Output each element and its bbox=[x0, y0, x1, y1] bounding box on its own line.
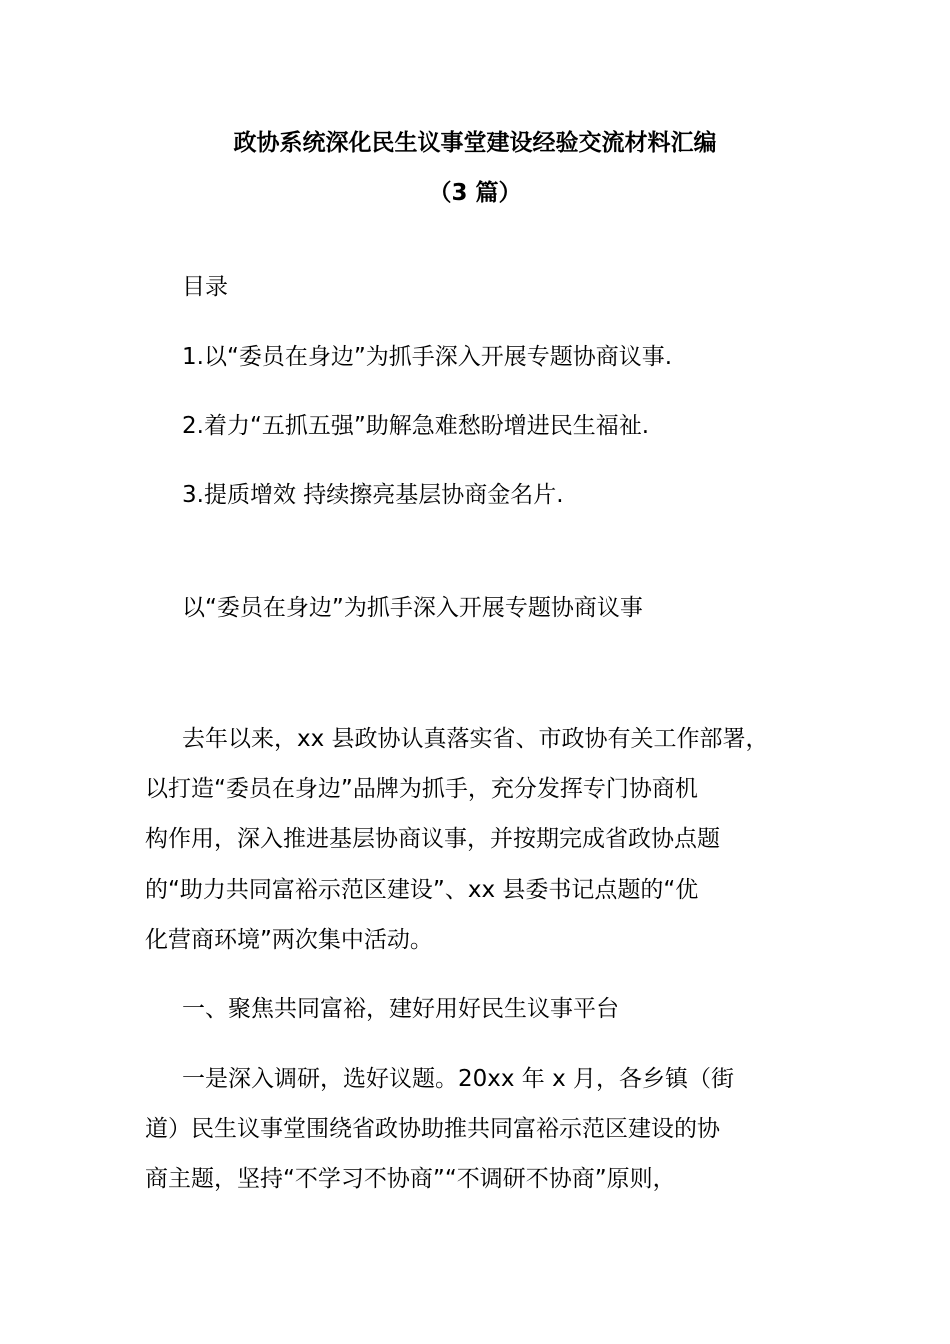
toc-item-3[interactable]: 3.提质增效 持续擦亮基层协商金名片. bbox=[182, 482, 564, 508]
article-heading: 以“委员在身边”为抓手深入开展专题协商议事 bbox=[182, 595, 643, 621]
paragraph-line: 的“助力共同富裕示范区建设”、xx 县委书记点题的“优 bbox=[145, 877, 699, 903]
paragraph-line: 道）民生议事堂围绕省政协助推共同富裕示范区建设的协 bbox=[145, 1116, 720, 1142]
paragraph-line: 一是深入调研，选好议题。20xx 年 x 月，各乡镇（街 bbox=[182, 1066, 735, 1092]
paragraph-line: 去年以来，xx 县政协认真落实省、市政协有关工作部署， bbox=[182, 726, 769, 752]
document-subtitle: （3 篇） bbox=[428, 180, 522, 206]
paragraph-line: 构作用，深入推进基层协商议事，并按期完成省政协点题 bbox=[145, 826, 720, 852]
toc-item-1[interactable]: 1.以“委员在身边”为抓手深入开展专题协商议事. bbox=[182, 344, 673, 370]
toc-item-2[interactable]: 2.着力“五抓五强”助解急难愁盼增进民生福祉. bbox=[182, 413, 650, 439]
document-title: 政协系统深化民生议事堂建设经验交流材料汇编 bbox=[233, 130, 717, 156]
paragraph-line: 以打造“委员在身边”品牌为抓手，充分发挥专门协商机 bbox=[145, 776, 698, 802]
paragraph-line: 化营商环境”两次集中活动。 bbox=[145, 927, 433, 953]
paragraph-line: 商主题，坚持“不学习不协商”“不调研不协商”原则， bbox=[145, 1166, 676, 1192]
section-heading: 一、聚焦共同富裕，建好用好民生议事平台 bbox=[182, 996, 619, 1022]
toc-heading: 目录 bbox=[182, 274, 228, 300]
